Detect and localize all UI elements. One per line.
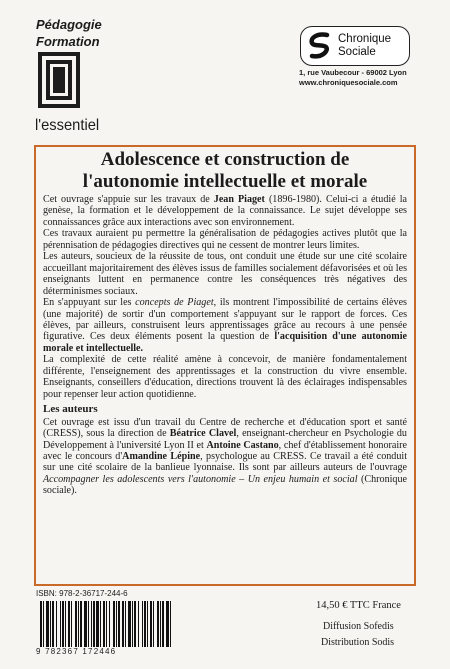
barcode-bar xyxy=(109,601,110,647)
distribution-diffusion: Diffusion Sofedis xyxy=(323,621,394,632)
barcode-bar xyxy=(134,601,136,647)
isbn-block xyxy=(36,589,176,656)
barcode-bar xyxy=(170,601,171,647)
barcode-bar xyxy=(122,601,124,647)
isbn-number: ISBN: 978-2-36717-244-6 xyxy=(36,589,128,598)
barcode xyxy=(36,601,176,647)
paragraph: En s'appuyant sur les concepts de Piaget, ils montrent l'impossibilité de certains élèves (une majorité) de sortir d'un comportement s'appuyant sur le rapport de forces. Ces élèves, par ailleurs, construisent leurs apprentissages grâce au recours à une pensée figurative. Ces deux éléments posent la question de l'acquisition d'une autonomie morale et intellectuelle. xyxy=(43,297,407,354)
book-title: Adolescence et construction de l'autonomie intellectuelle et morale xyxy=(82,149,368,192)
barcode-bar xyxy=(88,601,89,647)
barcode-bar xyxy=(50,601,51,647)
barcode-bar xyxy=(84,601,87,647)
barcode-bar xyxy=(166,601,169,647)
barcode-bar xyxy=(100,601,101,647)
series-line-1: Pédagogie xyxy=(36,17,102,32)
barcode-bar xyxy=(71,601,72,647)
barcode-bar xyxy=(153,601,154,647)
barcode-bar xyxy=(75,601,77,647)
barcode-bar xyxy=(103,601,105,647)
barcode-bar xyxy=(40,601,42,647)
barcode-bar xyxy=(144,601,146,647)
barcode-bar xyxy=(116,601,117,647)
paragraph: Ces travaux auraient pu permettre la généralisation de pédagogies actives plutôt que la pérennisation de pédagogies directives qui ne cessent de montrer leurs limites. xyxy=(43,228,407,251)
barcode-bar xyxy=(138,601,139,647)
barcode-bar xyxy=(118,601,120,647)
distribution-sodis: Distribution Sodis xyxy=(321,637,395,648)
paragraph: Les auteurs, soucieux de la réussite de tous, ont conduit une étude sur une cité scolaire accueillant majoritairement des élèves issus de familles socialement défavorisées et où les enseignants luttent en permanence contre les conséquences très négatives des déterminismes sociaux. xyxy=(43,251,407,297)
barcode-bar xyxy=(68,601,70,647)
barcode-bar xyxy=(78,601,79,647)
barcode-bar xyxy=(80,601,82,647)
barcode-bar xyxy=(65,601,66,647)
barcode-bar xyxy=(91,601,92,647)
barcode-bar xyxy=(162,601,164,647)
barcode-bar xyxy=(96,601,99,647)
publisher-website: www.chroniquesociale.com xyxy=(299,78,398,87)
barcode-bar xyxy=(56,601,57,647)
barcode-bar xyxy=(106,601,107,647)
barcode-bar xyxy=(93,601,95,647)
publisher-street: 1, rue Vaubecour - 69002 Lyon xyxy=(299,68,407,77)
publisher-logo xyxy=(300,26,410,66)
series-line-2: Formation xyxy=(36,34,100,49)
barcode-bar xyxy=(60,601,61,647)
barcode-bar xyxy=(125,601,126,647)
barcode-bar xyxy=(52,601,54,647)
barcode-bar xyxy=(43,601,44,647)
barcode-bar xyxy=(142,601,143,647)
barcode-bar xyxy=(62,601,64,647)
paragraph: Cet ouvrage s'appuie sur les travaux de Jean Piaget (1896-1980). Celui-ci a étudié la genèse, la formation et le développement de la connaissance. Le sujet développe ses connaissances grâce aux interactions avec son environnement. xyxy=(43,194,408,228)
series-label xyxy=(36,16,102,50)
barcode-bar xyxy=(157,601,159,647)
publisher-address xyxy=(299,68,407,88)
barcode-bar xyxy=(128,601,131,647)
back-cover-text xyxy=(43,194,407,497)
barcode-bar xyxy=(113,601,115,647)
paragraph: La complexité de cette réalité amène à concevoir, de manière fondamentalement différente, l'enseignement des apprentissages et la construction du vivre ensemble. Enseignants, conseillers d'éducation, directions trouvent là des éclairages indispensables pour repenser leur action quotidienne. xyxy=(43,354,407,400)
collection-logo-icon xyxy=(38,52,80,108)
publisher-name: Chronique Sociale xyxy=(338,33,392,58)
barcode-bar xyxy=(150,601,152,647)
collection-name: l'essentiel xyxy=(35,117,100,134)
price: 14,50 € TTC France xyxy=(316,600,401,611)
authors-paragraph: Cet ouvrage est issu d'un travail du Centre de recherche et d'éducation sport et santé (CRESS), sous la direction de Béatrice Clavel, enseignant-chercheur en Psychologie du Développement à l'université Lyon II et Antoine Castano, chef d'établissement honoraire avec le concours d'Amandine Lépine, psychologue au CRESS. Ce travail a été conduit sur une cité scolaire de la banlieue lyonnaise. Ils sont par ailleurs auteurs de l'ouvrage Accompagner les adolescents vers l'autonomie – Un enjeu humain et social (Chronique sociale). xyxy=(43,416,408,497)
barcode-bar xyxy=(160,601,161,647)
barcode-bar xyxy=(46,601,49,647)
barcode-bar xyxy=(132,601,133,647)
publisher-emblem-icon xyxy=(307,32,333,60)
barcode-bar xyxy=(147,601,148,647)
barcode-digits: 9 782367 172446 xyxy=(36,647,117,656)
authors-heading: Les auteurs xyxy=(43,403,98,416)
